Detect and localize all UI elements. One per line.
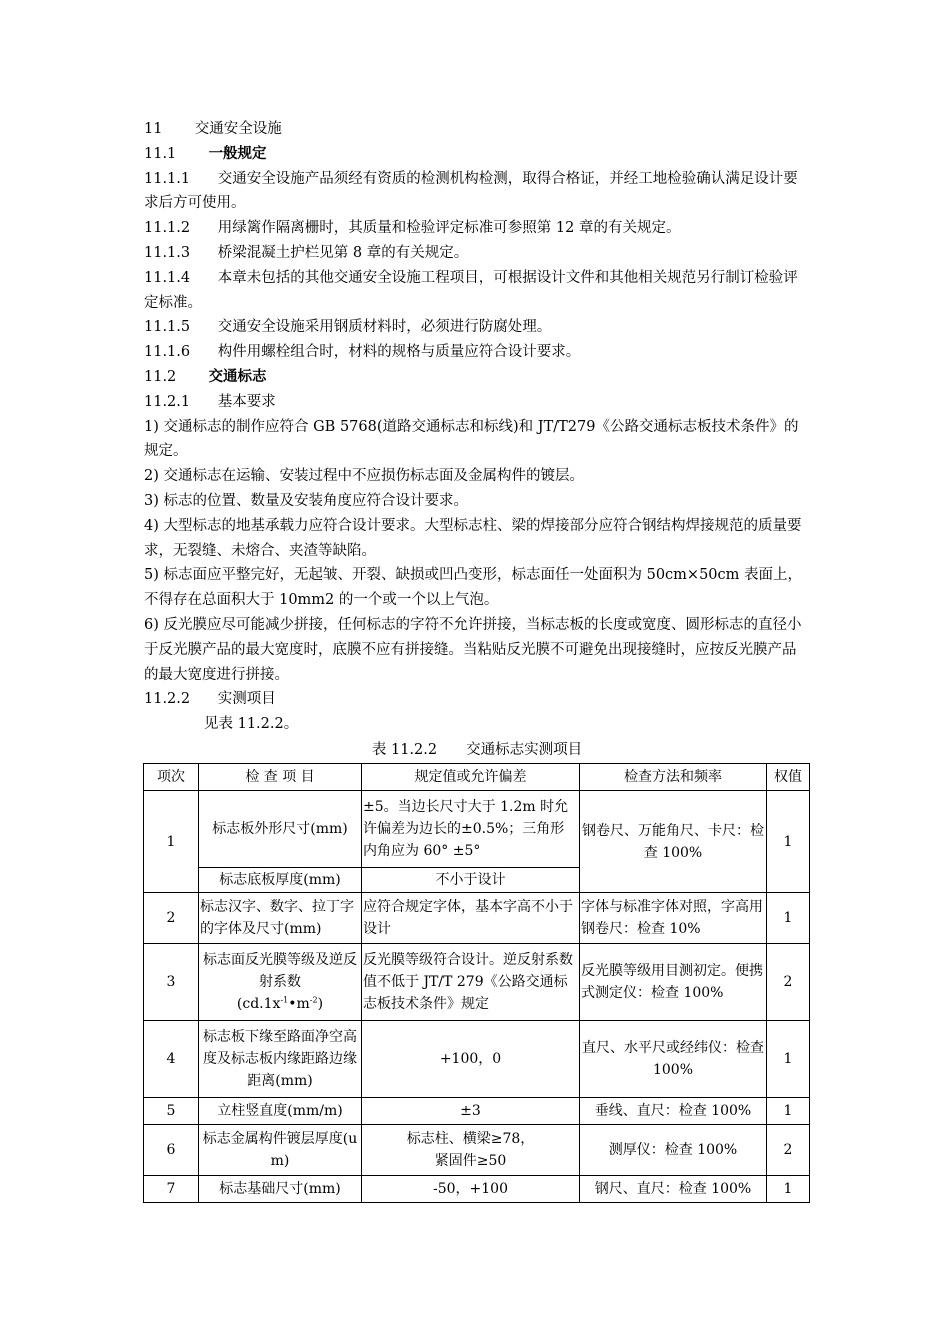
cell-item: 标志基础尺寸(mm) <box>199 1176 362 1203</box>
cell-weight: 2 <box>767 944 810 1021</box>
requirement-item: 3) 标志的位置、数量及安装角度应符合设计要求。 <box>144 492 468 509</box>
table-caption: 表 11.2.2 交通标志实测项目 <box>371 742 583 758</box>
cell-item: 标志金属构件镀层厚度(um) <box>199 1125 362 1176</box>
cell-no: 3 <box>144 944 199 1021</box>
header-item: 检 查 项 目 <box>199 764 362 791</box>
section-heading: 11 交通安全设施 <box>144 121 282 137</box>
cell-spec: ±3 <box>362 1098 580 1125</box>
document-body <box>144 117 810 737</box>
clause: 11.1.2 用绿篱作隔离栅时，其质量和检验评定标准可参照第 12 章的有关规定。 <box>144 220 681 237</box>
clause: 11.1.4 本章未包括的其他交通安全设施工程项目，可根据设计文件和其他相关规范另行制订检验评定标准。 <box>144 269 798 311</box>
cell-no: 2 <box>144 893 199 944</box>
clause: 11.1.3 桥梁混凝土护栏见第 8 章的有关规定。 <box>144 244 469 261</box>
cell-weight: 1 <box>767 791 810 893</box>
cell-item: 标志底板厚度(mm) <box>199 868 362 893</box>
cell-weight: 1 <box>767 1098 810 1125</box>
cell-spec: 应符合规定字体，基本字高不小于设计 <box>362 893 580 944</box>
cell-weight: 1 <box>767 1176 810 1203</box>
table-reference: 见表 11.2.2。 <box>204 716 299 733</box>
cell-item: 标志面反光膜等级及逆反射系数 $(cd.1x^{-1}•m^{-2})$ <box>199 944 362 1021</box>
table-row <box>144 1098 810 1125</box>
table-row <box>144 1176 810 1203</box>
cell-no: 7 <box>144 1176 199 1203</box>
header-spec: 规定值或允许偏差 <box>362 764 580 791</box>
table-row <box>144 944 810 1021</box>
header-method: 检查方法和频率 <box>580 764 767 791</box>
table-row <box>144 893 810 944</box>
cell-method: 钢卷尺、万能角尺、卡尺：检查 100% <box>580 791 767 893</box>
header-no: 项次 <box>144 764 199 791</box>
subsection-heading: 11.2 交通标志 <box>144 367 267 385</box>
requirement-item: 2) 交通标志在运输、安装过程中不应损伤标志面及金属构件的镀层。 <box>144 468 584 485</box>
requirement-item: 4) 大型标志的地基承载力应符合设计要求。大型标志柱、梁的焊接部分应符合钢结构焊接规范的质量要求，无裂缝、未熔合、夹渣等缺陷。 <box>144 517 802 559</box>
cell-method: 反光膜等级用目测初定。便携式测定仪：检查 100% <box>580 944 767 1021</box>
cell-item: 立柱竖直度(mm/m) <box>199 1098 362 1125</box>
cell-spec: 不小于设计 <box>362 868 580 893</box>
cell-item: 标志板外形尺寸(mm) <box>199 791 362 868</box>
table-header-row <box>144 764 810 791</box>
requirement-item: 5) 标志面应平整完好，无起皱、开裂、缺损或凹凸变形，标志面任一处面积为 50cm×50cm 表面上，不得存在总面积大于 10mm2 的一个或一个以上气泡。 <box>144 567 802 609</box>
clause: 11.1.1 交通安全设施产品须经有资质的检测机构检测，取得合格证，并经工地检验确认满足设计要求后方可使用。 <box>144 170 798 212</box>
inspection-table <box>143 763 810 1203</box>
cell-no: 4 <box>144 1021 199 1098</box>
table-row <box>144 791 810 868</box>
cell-no: 5 <box>144 1098 199 1125</box>
clause: 11.1.5 交通安全设施采用钢质材料时，必须进行防腐处理。 <box>144 319 552 336</box>
cell-method: 垂线、直尺：检查 100% <box>580 1098 767 1125</box>
cell-spec: -50，+100 <box>362 1176 580 1203</box>
header-weight: 权值 <box>767 764 810 791</box>
table-row <box>144 1021 810 1098</box>
clause: 11.2.2 实测项目 <box>144 691 276 708</box>
cell-no: 1 <box>144 791 199 893</box>
cell-item: 标志板下缘至路面净空高度及标志板内缘距路边缘距离(mm) <box>199 1021 362 1098</box>
clause: 11.2.1 基本要求 <box>144 393 276 410</box>
cell-spec: 反光膜等级符合设计。逆反射系数值不低于 JT/T 279《公路交通标志板技术条件》规定 <box>362 944 580 1021</box>
cell-method: 测厚仪：检查 100% <box>580 1125 767 1176</box>
cell-method: 钢尺、直尺：检查 100% <box>580 1176 767 1203</box>
clause: 11.1.6 构件用螺栓组合时，材料的规格与质量应符合设计要求。 <box>144 344 581 361</box>
cell-spec: +100，0 <box>362 1021 580 1098</box>
table-row <box>144 1125 810 1176</box>
cell-weight: 1 <box>767 893 810 944</box>
subsection-heading: 11.1 一般规定 <box>144 144 267 162</box>
requirement-item: 1) 交通标志的制作应符合 GB 5768(道路交通标志和标线)和 JT/T279《公路交通标志板技术条件》的规定。 <box>144 418 799 460</box>
cell-weight: 2 <box>767 1125 810 1176</box>
requirement-item: 6) 反光膜应尽可能减少拼接，任何标志的字符不允许拼接，当标志板的长度或宽度、圆形标志的直径小于反光膜产品的最大宽度时，底膜不应有拼接缝。当粘贴反光膜不可避免出现接缝时，应按反光膜产品的最大宽度进行拼接。 <box>144 616 802 683</box>
cell-method: 直尺、水平尺或经纬仪：检查 100% <box>580 1021 767 1098</box>
cell-no: 6 <box>144 1125 199 1176</box>
cell-weight: 1 <box>767 1021 810 1098</box>
cell-spec: ±5。当边长尺寸大于 1.2m 时允许偏差为边长的±0.5%；三角形内角应为 60° ±5° <box>362 791 580 868</box>
cell-item: 标志汉字、数字、拉丁字的字体及尺寸(mm) <box>199 893 362 944</box>
cell-spec: 标志柱、横梁≥78， 紧固件≥50 <box>362 1125 580 1176</box>
cell-method: 字体与标准字体对照，字高用钢卷尺：检查 10% <box>580 893 767 944</box>
